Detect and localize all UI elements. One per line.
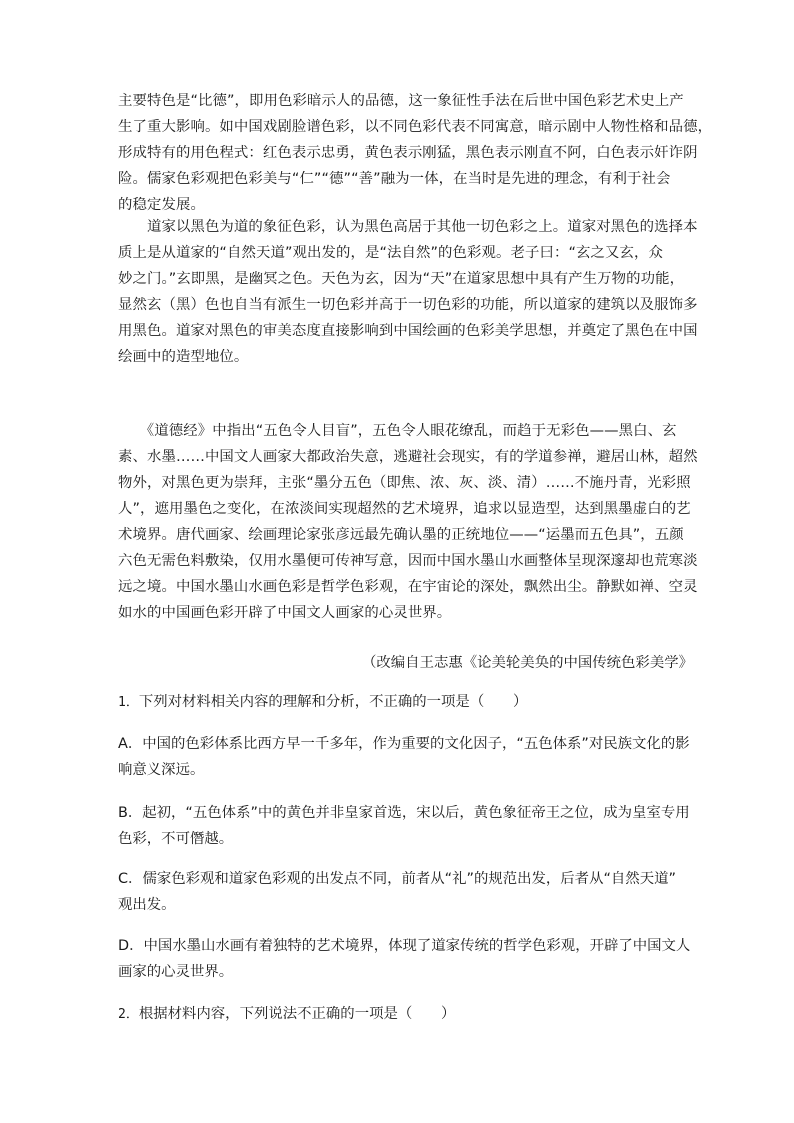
paragraph-line: 绘画中的造型地位。 [118,349,249,365]
option-line: D．中国水墨山水画有着独特的艺术境界，体现了道家传统的哲学色彩观，开辟了中国文人 [118,938,691,954]
question-text: 根据材料内容，下列说法不正确的一项是（ ） [138,1006,456,1022]
paragraph-taoist-black [118,214,698,370]
option-b [118,800,690,852]
option-line: A．中国的色彩体系比西方早一千多年，作为重要的文化因子，“五色体系”对民族文化的影 [118,736,690,752]
question-1 [118,689,527,716]
option-d [118,933,690,985]
paragraph-line: 主要特色是“比德”，即用色彩暗示人的品德，这一象征性手法在后世中国色彩艺术史上产 [118,93,684,109]
paragraph-line: 显然玄（黑）色也自当有派生一切色彩并高于一切色彩的功能，所以道家的建筑以及服饰多 [118,297,698,313]
paragraph-line: 如水的中国画色彩开辟了中国文人画家的心灵世界。 [118,605,452,621]
option-line: C．儒家色彩观和道家色彩观的出发点不同，前者从“礼”的规范出发，后者从“自然天道” [118,871,676,887]
option-a [118,731,690,783]
paragraph-line: 《道德经》中指出“五色令人目盲”，五色令人眼花缭乱，而趋于无彩色——黑白、玄 [118,423,677,439]
paragraph-line: 物外，对黑色更为崇拜，主张“墨分五色（即焦、浓、灰、淡、清）……不施丹青，光彩照 [118,475,691,491]
paragraph-line: 形成特有的用色程式：红色表示忠勇，黄色表示刚猛，黑色表示刚直不阿，白色表示奸诈阴 [118,145,698,161]
paragraph-line: 远之境。中国水墨山水画色彩是哲学色彩观，在宇宙论的深处，飘然出尘。静默如禅、空灵 [118,579,698,595]
source-citation: （改编自王志惠《论美轮美奂的中国传统色彩美学》 [362,655,693,671]
question-text: 下列对材料相关内容的理解和分析，不正确的一项是（ ） [138,694,528,710]
paragraph-line: 妙之门。”玄即黑，是幽冥之色。天色为玄，因为“天”在道家思想中具有产生万物的功能， [118,271,685,287]
option-line: 观出发。 [118,897,176,913]
paragraph-confucian-colors [118,88,712,218]
option-line: B．起初，“五色体系”中的黄色并非皇家首选，宋以后，黄色象征帝王之位，成为皇室专用 [118,805,690,821]
question-2 [118,1001,455,1028]
paragraph-line: 质上是从道家的“自然天道”观出发的，是“法自然”的色彩观。老子曰：“玄之又玄，众 [118,245,663,261]
option-line: 响意义深远。 [118,762,205,778]
paragraph-line: 的稳定发展。 [118,197,205,213]
paragraph-line: 人”，遮用墨色之变化，在浓淡间实现超然的艺术境界，追求以显造型，达到黑墨虚白的艺 [118,501,691,517]
paragraph-line: 六色无需色料敷染，仅用水墨便可传神写意，因而中国水墨山水画整体呈现深邃却也荒寒淡 [118,553,698,569]
option-line: 画家的心灵世界。 [118,964,234,980]
paragraph-line: 道家以黑色为道的象征色彩，认为黑色高居于其他一切色彩之上。道家对黑色的选择本 [118,219,698,235]
paragraph-line: 素、水墨……中国文人画家大都政治失意，逃避社会现实，有的学道参禅，避居山林，超然 [118,449,698,465]
question-number: 1． [118,695,139,710]
paragraph-line: 术境界。唐代画家、绘画理论家张彦远最先确认墨的正统地位——“运墨而五色具”，五颜 [118,527,684,543]
paragraph-line: 险。儒家色彩观把色彩美与“仁”“德”“善”融为一体，在当时是先进的理念，有利于社会 [118,171,671,187]
option-line: 色彩，不可僭越。 [118,831,234,847]
option-c [118,866,676,918]
paragraph-line: 用黑色。道家对黑色的审美态度直接影响到中国绘画的色彩美学思想，并奠定了黑色在中国 [118,323,698,339]
paragraph-ink-painting [118,418,698,626]
question-number: 2． [118,1007,139,1022]
paragraph-line: 生了重大影响。如中国戏剧脸谱色彩，以不同色彩代表不同寓意，暗示剧中人物性格和品德， [118,119,713,135]
